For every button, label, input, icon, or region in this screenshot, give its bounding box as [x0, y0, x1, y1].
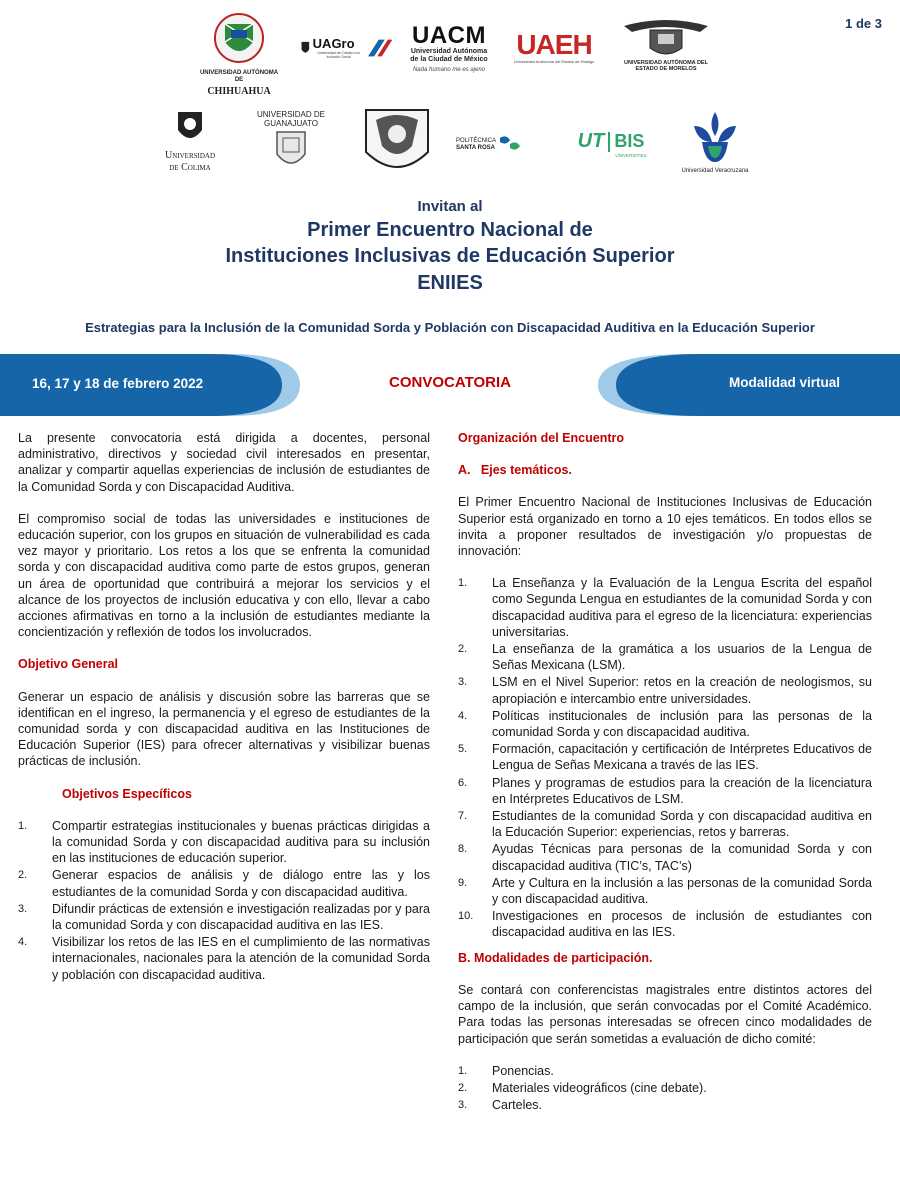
objetivos-especificos-heading: Objetivos Específicos — [62, 786, 192, 801]
page-number: 1 de 3 — [845, 16, 882, 31]
intro-paragraph-1: La presente convocatoria está dirigida a docentes, personal administrativo, directivos y sociedad civil interesados en presentar, analizar y compartir aquellas experiencias de inclusión de estudiantes de la Comunidad Sorda y con Discapacidad Auditiva. — [18, 431, 430, 494]
logo-uaem — [616, 18, 716, 73]
uach-city: CHIHUAHUA — [207, 85, 271, 97]
uaeh-tagline: Universidad Autónoma del Estado de Hidalgo — [513, 59, 595, 64]
objetivo-general-text: Generar un espacio de análisis y discusión sobre las barreras que se identifican en el ingreso, la permanencia y el egreso de estudiantes de la comunidad sorda y con discapacidad auditiva en las Instituciones de Educación Superior (IES) para ofrecer alternativas y visibilizar buenas prácticas de inclusión. — [18, 689, 430, 769]
list-item: 1. Ponencias. — [458, 1063, 554, 1078]
event-modality: Modalidad virtual — [728, 375, 840, 390]
subtitle: Estrategias para la Inclusión de la Comunidad Sorda y Población con Discapacidad Auditiva en la Educación Superior — [85, 320, 815, 335]
list-item: 2. La enseñanza de la gramática a los usuarios de la Lengua de Señas Mexicana (LSM). — [458, 642, 872, 673]
ucol-seal-icon — [170, 108, 210, 148]
modalidades-list — [458, 1063, 872, 1114]
logo-uv — [668, 108, 762, 175]
uacm-wordmark: UACM — [412, 22, 486, 49]
list-item: 2. Generar espacios de análisis y de diálogo entre las y los estudiantes de la comunidad Sorda y con discapacidad auditiva. — [18, 868, 430, 899]
upsr-line1: POLITÉCNICA — [456, 138, 497, 145]
list-item: 7. Estudiantes de la comunidad Sorda y con discapacidad auditiva en la Educación Superior: experiencias, retos y barreras. — [458, 809, 872, 840]
organizacion-heading: Organización del Encuentro — [458, 431, 624, 445]
convocatoria-label: CONVOCATORIA — [389, 374, 511, 391]
uach-shield-icon — [213, 12, 265, 68]
event-dates: 16, 17 y 18 de febrero 2022 — [32, 376, 204, 391]
logo-ucol — [146, 108, 234, 173]
logo-uaeh — [508, 30, 600, 65]
uaem-line1: UNIVERSIDAD AUTÓNOMA DEL — [624, 60, 708, 66]
title-acronym: ENIIES — [417, 272, 483, 294]
uacm-line2: de la Ciudad de México — [410, 56, 488, 64]
uaem-crest-icon — [620, 18, 712, 58]
intro-paragraph-2: El compromiso social de todas las universidades e instituciones de educación superior, con los grupos en situación de vulnerabilidad es cada vez mayor y prioritario. Los retos a los que se enfrenta la comunidad sorda y con discapacidad auditiva como parte de estos grupos, generan un área de oportunidad que contribuirá a mejorar los servicios y el alcance de los proyectos de inclusión educativa y con ello, llevar a cabo acciones afirmativas en torno a la inclusión de estudiantes mediante la concientización y reflexión de todos los involucrados. — [18, 511, 430, 640]
uacm-tagline: Nada humano me es ajeno — [412, 67, 486, 74]
title-line-2: Instituciones Inclusivas de Educación Superior — [225, 245, 675, 267]
logo-upsr — [456, 134, 548, 154]
utbis-wordmark-bis: BIS — [614, 131, 645, 151]
utbis-wordmark-ut: UT — [577, 130, 605, 152]
ugto-line2: GUANAJUATO — [264, 119, 318, 129]
uagro-emblem-icon — [300, 38, 311, 58]
modalidades-intro: Se contará con conferencistas magistrales entre distintos actores del campo de la inclusión, que serán convocadas por el Comité Académico. Para todas las personas interesadas se ofrecen cinco modalidades de participación que serán sometidas a evaluación de dicho comité: — [458, 982, 872, 1046]
list-item: 3. Difundir prácticas de extensión e investigación realizadas por y para la comunidad Sorda y con discapacidad auditiva en las IES. — [18, 901, 430, 933]
list-item: 3. Carteles. — [458, 1098, 543, 1113]
utbis-tagline: UNIVERSITIES — [615, 153, 647, 158]
ugto-crest-icon — [273, 128, 309, 172]
uach-name: UNIVERSIDAD AUTÓNOMA DE — [199, 70, 279, 83]
logo-utbis — [564, 130, 658, 158]
ucol-line2: de Colima — [169, 161, 211, 173]
list-item: 5. Formación, capacitación y certificación de Intérpretes Educativos de Lengua de Señas Mexicana a través de las IES. — [458, 742, 872, 773]
uacm-line1: Universidad Autónoma — [410, 48, 488, 55]
objetivos-especificos-list — [18, 818, 430, 983]
uagro-stripes-icon — [365, 37, 392, 59]
uagro-wordmark: UAGro — [312, 36, 355, 51]
list-item: 4. Políticas institucionales de inclusión para las personas de la comunidad Sorda y con discapacidad auditiva. — [458, 708, 872, 740]
event-band — [0, 354, 900, 416]
objetivo-general-heading: Objetivo General — [18, 657, 119, 672]
right-column — [458, 430, 872, 1114]
uv-fleur-icon — [690, 108, 740, 166]
upsr-mark-icon — [496, 134, 524, 154]
uagro-tagline: Universidad de Calidad con Inclusión Social — [317, 51, 361, 60]
list-item: 10. Investigaciones en procesos de inclusión de estudiantes con discapacidad auditiva en las IES. — [458, 909, 872, 940]
ugto-line1: UNIVERSIDAD DE — [256, 110, 325, 119]
list-item: 1. Compartir estrategias institucionales y buenas prácticas dirigidas a la comunidad Sorda y con discapacidad auditiva para su inclusión en las instituciones de educación superior. — [18, 818, 430, 866]
unam-shield-icon — [362, 106, 432, 180]
logo-uacm — [402, 24, 496, 74]
logo-uach — [196, 12, 282, 97]
list-item: 8. Ayudas Técnicas para personas de la comunidad Sorda y con discapacidad auditiva (TIC’s, TAC’s) — [458, 842, 872, 873]
modalidades-heading: B. Modalidades de participación. — [458, 950, 653, 965]
ejes-heading: A. Ejes temáticos. — [458, 463, 572, 478]
list-item: 1. La Enseñanza y la Evaluación de la Lengua Escrita del español como Segunda Lengua en estudiantes de la comunidad Sorda y con discapacidad auditiva para el egreso de la licenciatura: experiencias universitarias. — [458, 576, 872, 639]
logo-ugto — [244, 108, 338, 172]
left-column — [18, 430, 430, 984]
logo-unam — [360, 106, 434, 180]
ucol-line1: Universidad — [165, 150, 215, 161]
list-item: 2. Materiales videográficos (cine debate). — [458, 1080, 707, 1095]
uaeh-wordmark: UAEH — [516, 29, 592, 60]
list-item: 9. Arte y Cultura en la inclusión a las personas de la comunidad Sorda y con discapacidad auditiva. — [458, 875, 872, 907]
invitan-label: Invitan al — [417, 198, 483, 215]
uaem-line2: ESTADO DE MORELOS — [635, 66, 697, 73]
ejes-intro: El Primer Encuentro Nacional de Instituciones Inclusivas de Educación Superior está organizado en torno a 10 ejes temáticos. En todos ellos se invita a proponer resultados de investigación y/o propuestas de innovación: — [458, 495, 872, 559]
list-item: 4. Visibilizar los retos de las IES en el cumplimiento de las normativas internacionales, nacionales para la atención de la comunidad Sorda y población con discapacidad auditiva. — [18, 935, 430, 982]
list-item: 3. LSM en el Nivel Superior: retos en la creación de neologismos, su apropiación e intercambio entre universidades. — [458, 675, 872, 706]
title-line-1: Primer Encuentro Nacional de — [307, 219, 593, 241]
uv-name: Universidad Veracruzana — [681, 168, 749, 174]
logo-uagro — [300, 36, 392, 59]
list-item: 6. Planes y programas de estudios para la creación de la licenciatura en Intérpretes Educativos de LSM. — [458, 775, 872, 806]
upsr-line2: SANTA ROSA — [456, 145, 495, 151]
ejes-list — [458, 575, 872, 940]
